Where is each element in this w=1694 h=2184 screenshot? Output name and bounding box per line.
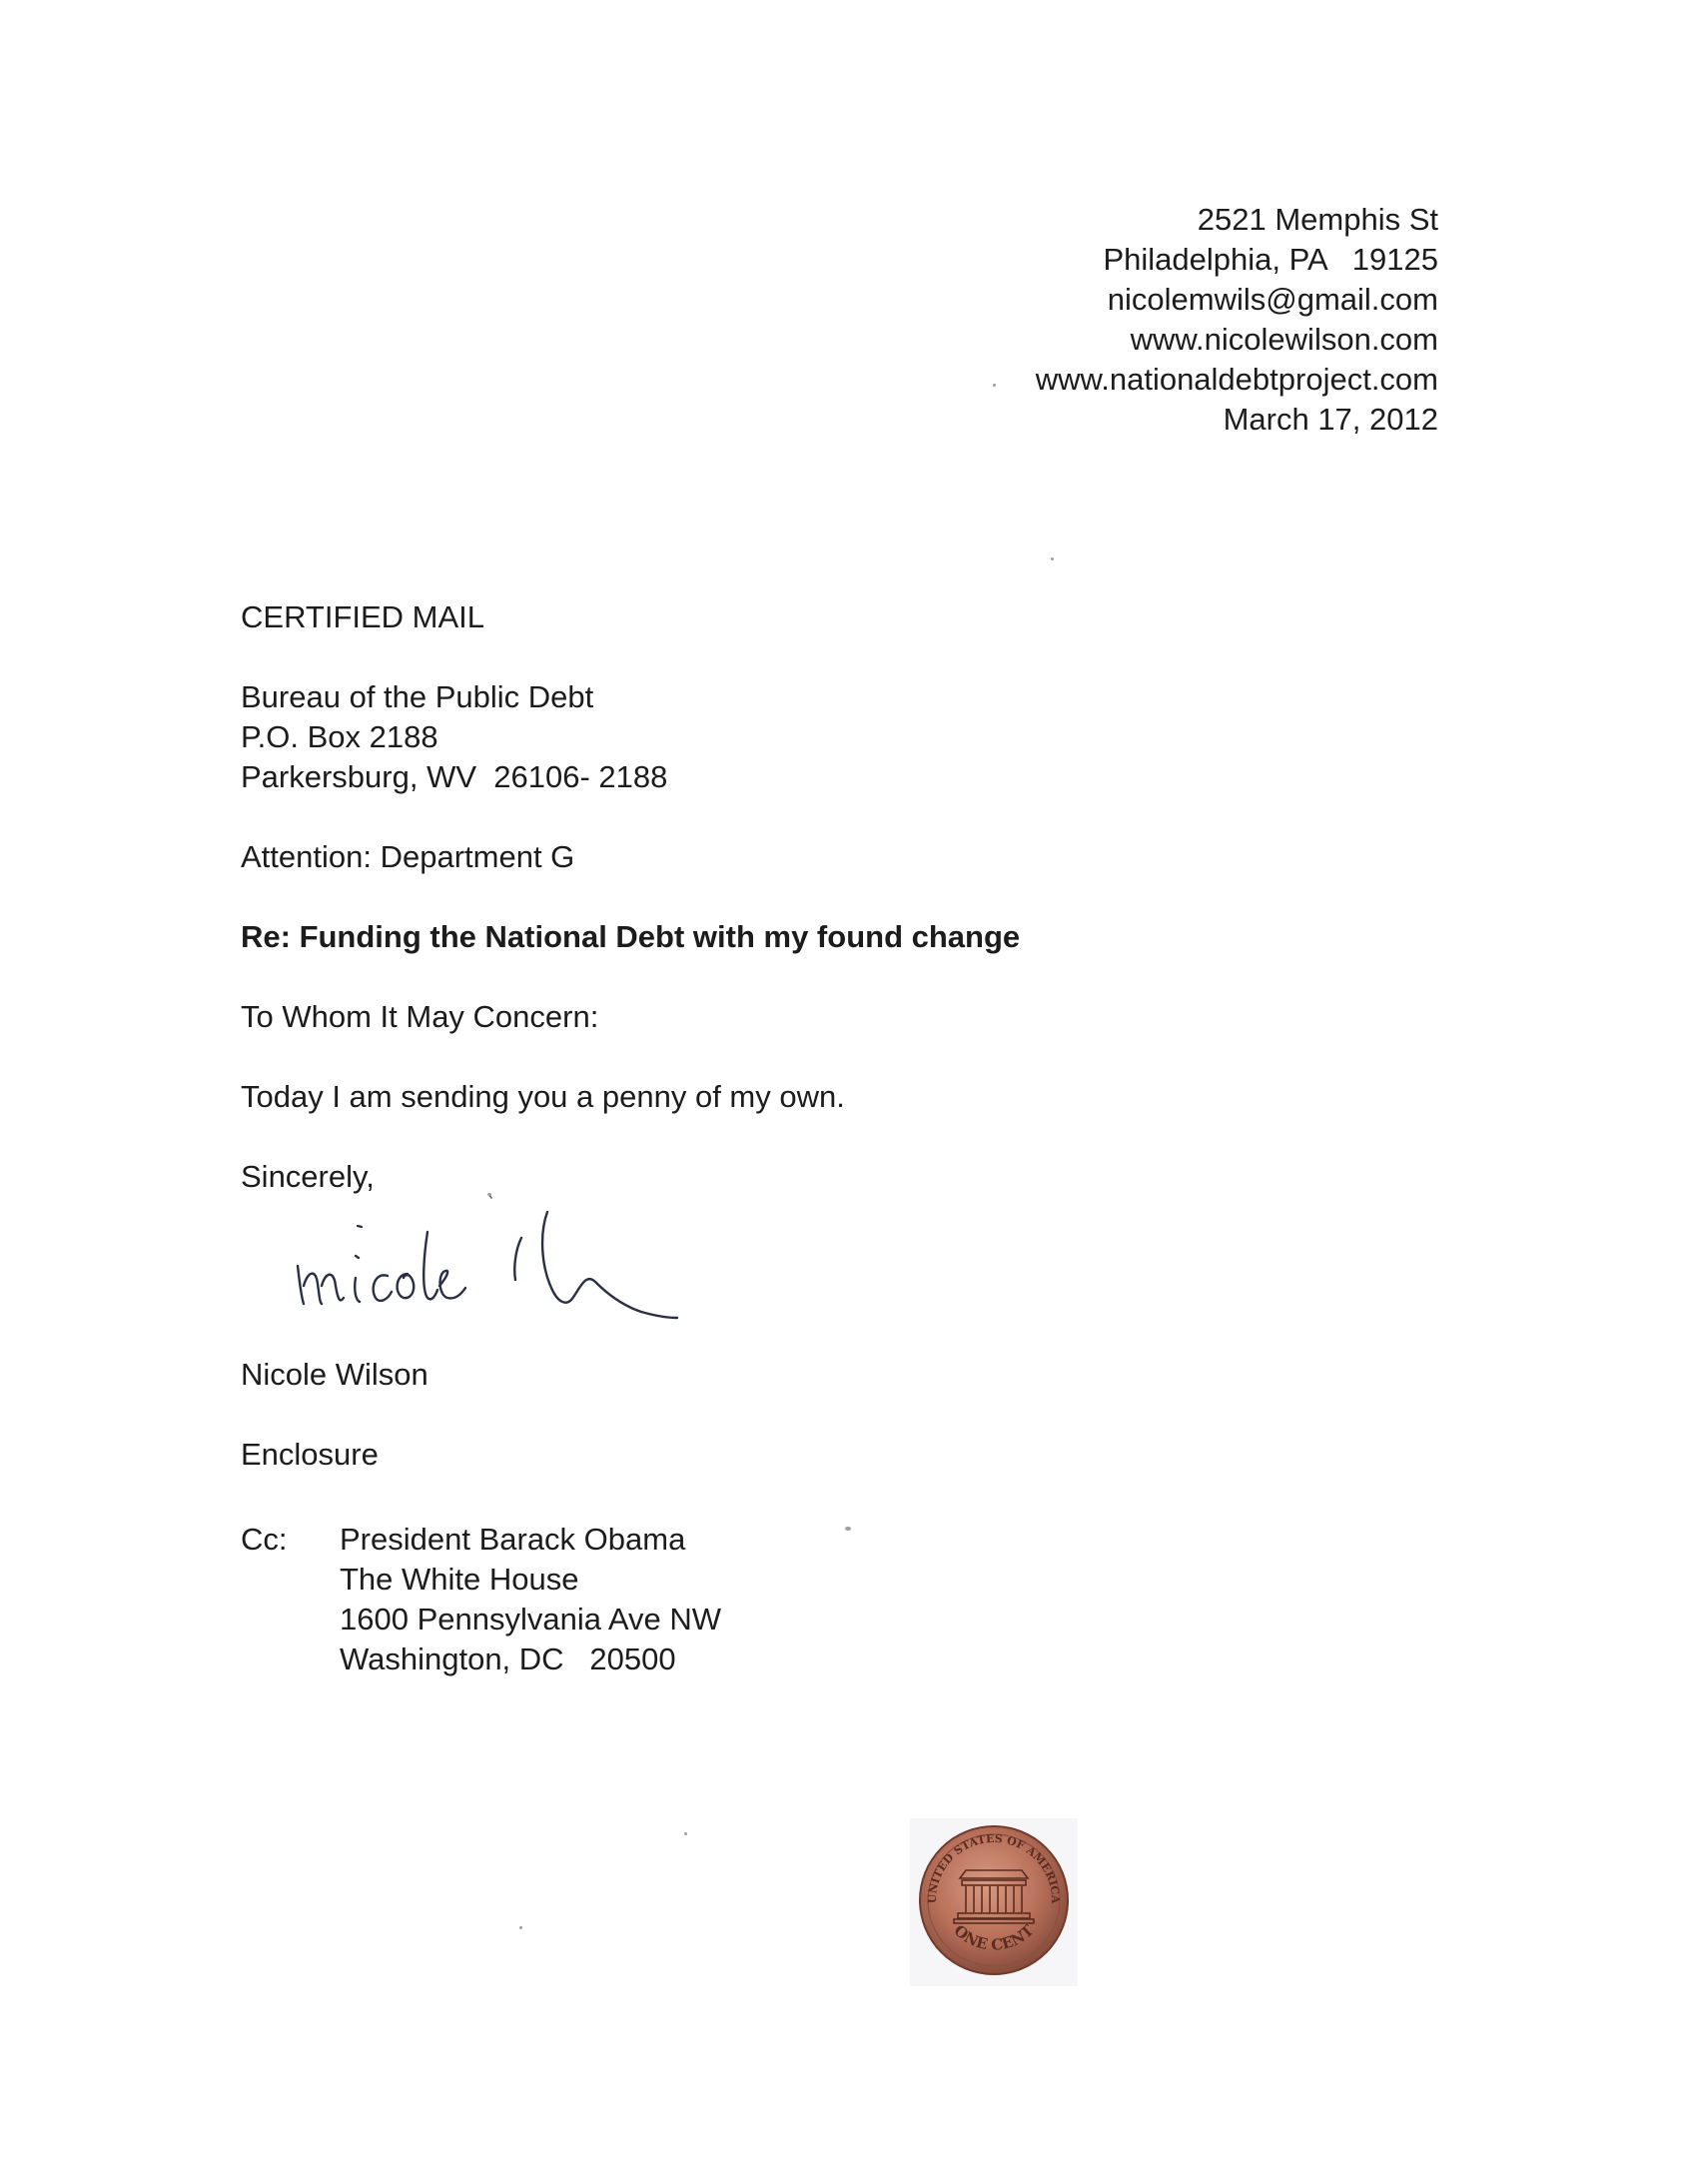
cc-line: President Barack Obama [340,1522,686,1557]
scan-speck [487,1193,491,1196]
scan-speck [684,1832,687,1835]
scan-speck [993,384,996,387]
penny-bottom-text: ONE CENT [950,1921,1038,1954]
cc-line: 1600 Pennsylvania Ave NW [340,1602,721,1637]
closing: Sincerely, [241,1159,375,1194]
attention-line: Attention: Department G [241,839,575,874]
recipient-name: Bureau of the Public Debt [241,679,594,714]
recipient-city: Parkersburg, WV 26106- 2188 [241,759,668,794]
sender-project-website: www.nationaldebtproject.com [1035,362,1438,397]
sender-address-block [1036,200,1438,440]
handwritten-signature [290,1194,739,1334]
sender-street: 2521 Memphis St [1197,202,1438,237]
subject-line: Re: Funding the National Debt with my found change [241,919,1021,954]
sender-city: Philadelphia, PA 19125 [1103,242,1438,277]
cc-line: Washington, DC 20500 [340,1641,676,1676]
cc-address-block [340,1520,721,1679]
penny-coin-image [904,1808,1084,1988]
cc-label: Cc: [241,1522,288,1557]
salutation: To Whom It May Concern: [241,999,599,1034]
signer-name: Nicole Wilson [241,1357,428,1392]
recipient-po-box: P.O. Box 2188 [241,719,438,754]
scan-speck [845,1527,851,1531]
recipient-address-block [241,677,667,797]
sender-website: www.nicolewilson.com [1130,322,1438,357]
scan-speck [519,1926,522,1929]
enclosure-note: Enclosure [241,1437,379,1472]
letter-date: March 17, 2012 [1223,402,1438,437]
penny-top-text: UNITED STATES OF AMERICA [925,1831,1063,1904]
sender-email: nicolemwils@gmail.com [1107,282,1438,317]
letter-body: Today I am sending you a penny of my own. [241,1079,845,1114]
scan-speck [1051,557,1054,560]
delivery-method: CERTIFIED MAIL [241,599,485,634]
cc-line: The White House [340,1562,579,1597]
